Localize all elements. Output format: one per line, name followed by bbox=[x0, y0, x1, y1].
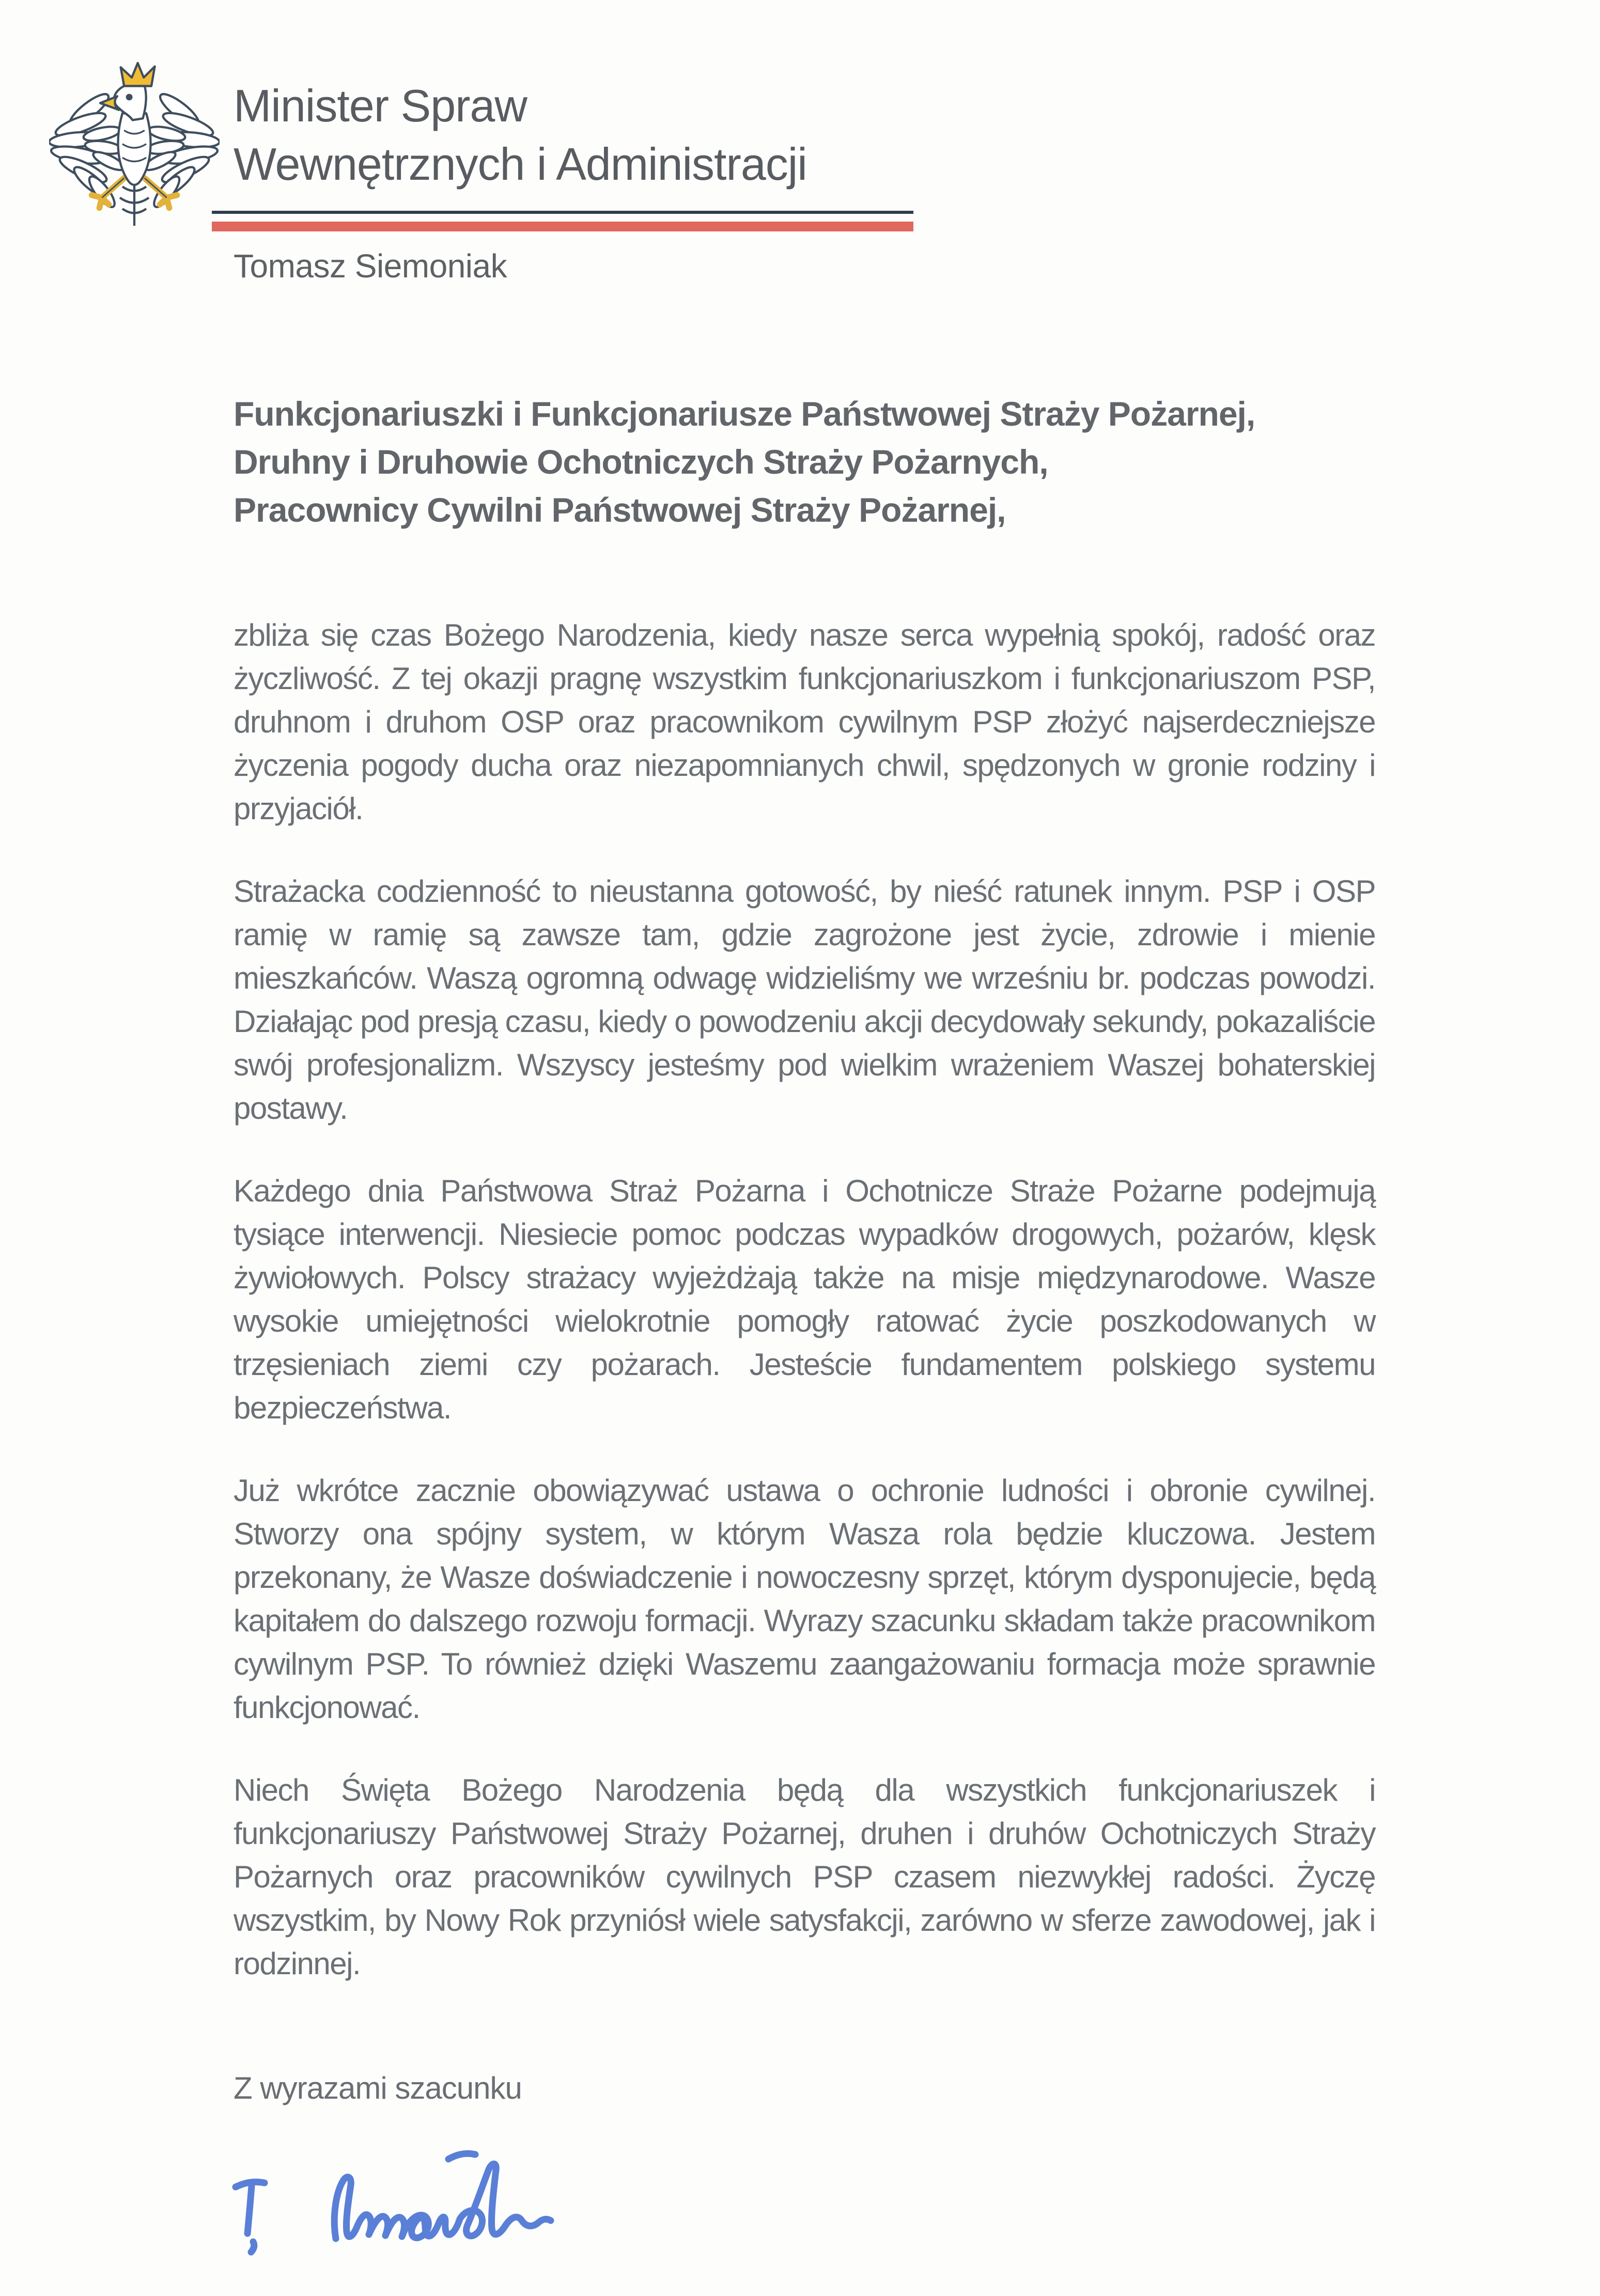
salutation-line: Pracownicy Cywilni Państwowej Straży Pożarnej, bbox=[234, 491, 1006, 529]
paragraph: Już wkrótce zacznie obowiązywać ustawa o ochronie ludności i obronie cywilnej. Stworzy ona spójny system, w którym Wasza rola będzie kluczowa. Jestem przekonany, że Wasze doświadczenie i nowoczesny sprzęt, którym dysponujecie, będą kapitałem do dalszego rozwoju formacji. Wyrazy szacunku składam także pracownikom cywilnym PSP. To również dzięki Waszemu zaangażowaniu formacja może sprawnie funkcjonować. bbox=[234, 1473, 1375, 1725]
minister-name: Tomasz Siemoniak bbox=[234, 247, 507, 285]
paragraph: Każdego dnia Państwowa Straż Pożarna i Ochotnicze Straże Pożarne podejmują tysiące interwencji. Niesiecie pomoc podczas wypadków drogowych, pożarów, klęsk żywiołowych. Polscy strażacy wyjeżdżają także na misje międzynarodowe. Wasze wysokie umiejętności wielokrotnie pomogły ratować życie poszkodowanych w trzęsieniach ziemi czy pożarach. Jesteście fundamentem polskiego systemu bezpieczeństwa. bbox=[234, 1174, 1375, 1425]
paragraph: Strażacka codzienność to nieustanna gotowość, by nieść ratunek innym. PSP i OSP ramię w ramię są zawsze tam, gdzie zagrożone jest życie, zdrowie i mienie mieszkańców. Waszą ogromną odwagę widzieliśmy we wrześniu br. podczas powodzi. Działając pod presją czasu, kiedy o powodzeniu akcji decydowały sekundy, pokazaliście swój profesjonalizm. Wszyscy jesteśmy pod wielkim wrażeniem Waszej bohaterskiej postawy. bbox=[234, 874, 1375, 1126]
paragraph: zbliża się czas Bożego Narodzenia, kiedy nasze serca wypełnią spokój, radość oraz życzliwość. Z tej okazji pragnę wszystkim funkcjonariuszkom i funkcjonariuszom PSP, druhnom i druhom OSP oraz pracownikom cywilnym PSP złożyć najserdeczniejsze życzenia pogody ducha oraz niezapomnianych chwil, spędzonych w gronie rodziny i przyjaciół. bbox=[234, 618, 1375, 826]
paragraph: Niech Święta Bożego Narodzenia będą dla wszystkich funkcjonariuszek i funkcjonariuszy Państwowej Straży Pożarnej, druhen i druhów Ochotniczych Straży Pożarnych oraz pracowników cywilnych PSP czasem niezwykłej radości. Życzę wszystkim, by Nowy Rok przyniósł wiele satysfakcji, zarówno w sferze zawodowej, jak i rodzinnej. bbox=[234, 1773, 1375, 1981]
polish-eagle-emblem bbox=[49, 58, 220, 239]
ministry-name-line1: Minister Spraw bbox=[234, 80, 527, 131]
salutation-line: Druhny i Druhowie Ochotniczych Straży Pożarnych, bbox=[234, 443, 1048, 481]
ministry-name-line2: Wewnętrznych i Administracji bbox=[234, 138, 807, 190]
salutation bbox=[234, 390, 1255, 534]
letter-paragraphs bbox=[234, 614, 1375, 2025]
closing-phrase: Z wyrazami szacunku bbox=[234, 2071, 522, 2105]
salutation-line: Funkcjonariuszki i Funkcjonariusze Państwowej Straży Pożarnej, bbox=[234, 395, 1255, 433]
ministry-name bbox=[234, 76, 807, 193]
signature-handwriting bbox=[226, 2139, 588, 2266]
letterhead-rule-red bbox=[212, 222, 913, 231]
letterhead-rule-navy bbox=[212, 211, 913, 214]
